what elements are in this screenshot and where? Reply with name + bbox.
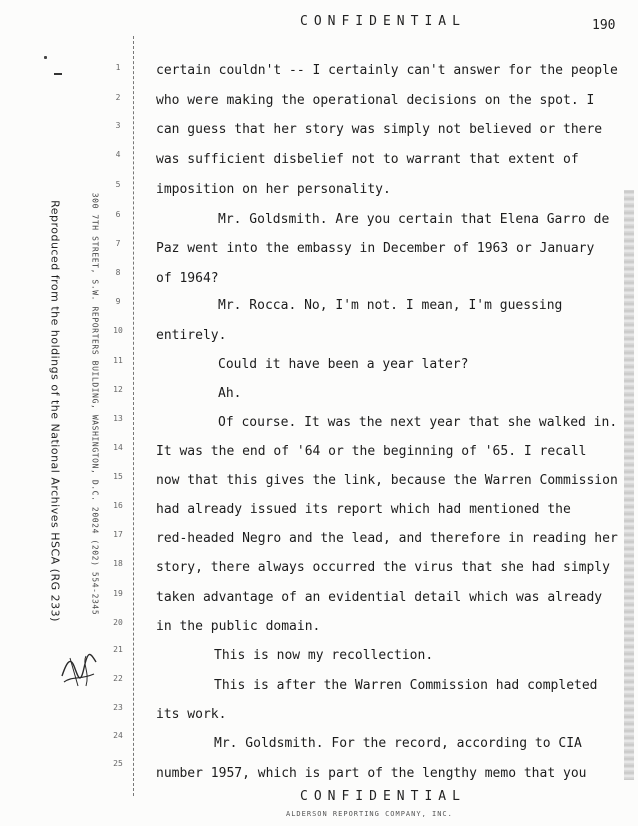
- transcript-line: can guess that her story was simply not believed or there: [156, 122, 603, 137]
- transcript-line: red-headed Negro and the lead, and therefore in reading her: [156, 531, 618, 546]
- transcript-line: Of course. It was the next year that she walked in.: [218, 415, 618, 430]
- reporter-address-margin: 300 7TH STREET, S.W. REPORTERS BUILDING, WASHINGTON, D.C. 20024 (202) 554-2345: [90, 192, 100, 616]
- transcript-line: taken advantage of an evidential detail which was already: [156, 590, 603, 605]
- line-number: 11: [113, 356, 123, 365]
- line-number: 3: [115, 121, 121, 130]
- transcript-line: entirely.: [156, 328, 227, 343]
- line-number: 16: [113, 501, 123, 510]
- reporting-company: ALDERSON REPORTING COMPANY, INC.: [286, 810, 453, 818]
- line-number: 21: [113, 645, 123, 654]
- transcript-line: in the public domain.: [156, 619, 321, 634]
- line-number: 19: [113, 589, 123, 598]
- line-number: 4: [115, 150, 121, 159]
- transcript-line: was sufficient disbelief not to warrant that extent of: [156, 152, 579, 167]
- transcript-line: Ah.: [218, 386, 242, 401]
- archive-reproduction-note: Reproduced from the holdings of the National Archives HSCA (RG 233): [48, 200, 62, 622]
- line-number: 20: [113, 618, 123, 627]
- transcript-line: This is after the Warren Commission had completed: [214, 678, 598, 693]
- transcript-line: Mr. Goldsmith. For the record, according to CIA: [214, 736, 582, 751]
- scan-edge-noise: [624, 190, 634, 780]
- line-number: 23: [113, 703, 123, 712]
- line-number: 2: [115, 93, 121, 102]
- transcript-line: This is now my recollection.: [214, 648, 434, 663]
- footer-confidential: CONFIDENTIAL: [300, 789, 466, 804]
- transcript-line: certain couldn't -- I certainly can't answer for the people: [156, 63, 618, 78]
- margin-rule: [133, 36, 135, 796]
- line-number: 12: [113, 385, 123, 394]
- transcript-line: story, there always occurred the virus that she had simply: [156, 560, 610, 575]
- transcript-line: It was the end of '64 or the beginning of '65. I recall: [156, 444, 587, 459]
- transcript-line: had already issued its report which had mentioned the: [156, 502, 571, 517]
- header-confidential: CONFIDENTIAL: [300, 14, 466, 29]
- transcript-line: its work.: [156, 707, 227, 722]
- scan-mark: [54, 73, 62, 75]
- line-number: 9: [115, 297, 121, 306]
- line-number: 24: [113, 731, 123, 740]
- transcript-line: number 1957, which is part of the lengthy memo that you: [156, 766, 587, 781]
- line-number: 13: [113, 414, 123, 423]
- transcript-line: of 1964?: [156, 271, 219, 286]
- handwritten-initials-icon: [56, 646, 102, 692]
- transcript-line: Mr. Rocca. No, I'm not. I mean, I'm guessing: [218, 298, 563, 313]
- transcript-line: Mr. Goldsmith. Are you certain that Elena Garro de: [218, 212, 610, 227]
- line-number: 8: [115, 268, 121, 277]
- line-number: 7: [115, 239, 121, 248]
- transcript-line: who were making the operational decisions on the spot. I: [156, 93, 595, 108]
- line-number: 17: [113, 530, 123, 539]
- line-number: 18: [113, 559, 123, 568]
- transcript-line: Paz went into the embassy in December of 1963 or January: [156, 241, 595, 256]
- line-number: 14: [113, 443, 123, 452]
- line-number: 5: [115, 180, 121, 189]
- line-number: 22: [113, 674, 123, 683]
- line-number: 10: [113, 326, 123, 335]
- line-number: 25: [113, 759, 123, 768]
- transcript-line: now that this gives the link, because the Warren Commission: [156, 473, 618, 488]
- line-number: 6: [115, 210, 121, 219]
- scan-speck: [44, 56, 47, 59]
- line-number: 1: [115, 63, 121, 72]
- transcript-line: imposition on her personality.: [156, 182, 391, 197]
- line-number: 15: [113, 472, 123, 481]
- page-number: 190: [592, 18, 616, 33]
- transcript-line: Could it have been a year later?: [218, 357, 469, 372]
